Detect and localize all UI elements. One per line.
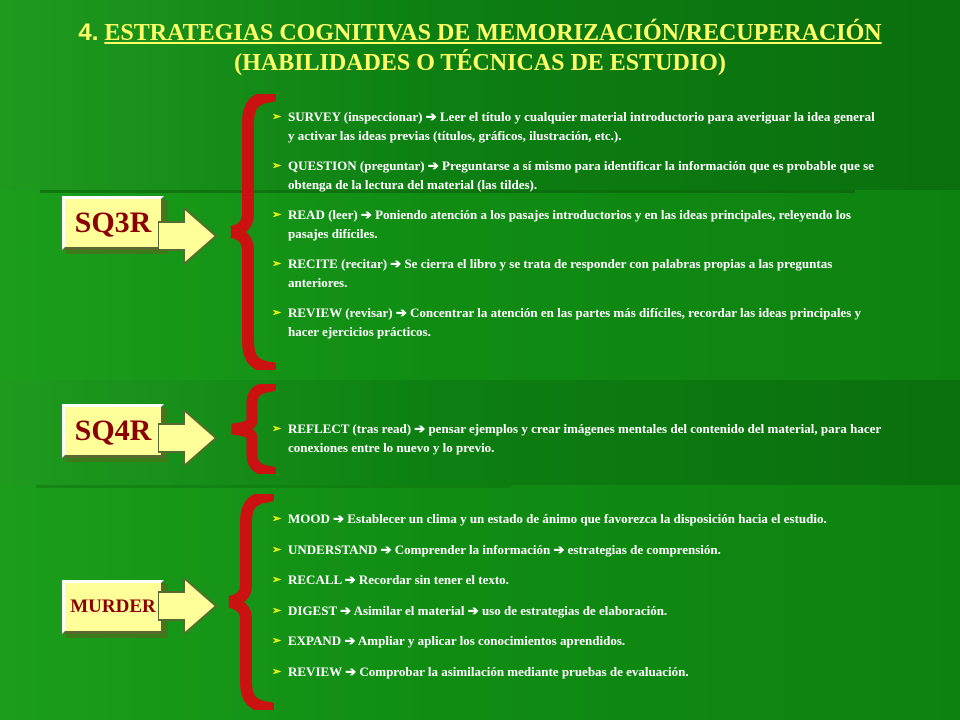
item-text: Comprender la información	[394, 541, 551, 557]
page-title	[0, 18, 960, 78]
item-text: Leer el título y cualquier material introductorio para averiguar la idea general y activar las ideas previas (títulos, gráficos, ilustración, etc.).	[288, 109, 875, 143]
item-text: Asimilar el material	[353, 602, 465, 618]
label-sq3r	[62, 196, 164, 250]
arrow-bullet-icon: ➢	[272, 635, 282, 647]
arrow-bullet-icon: ➢	[272, 574, 282, 586]
arrow-bullet-icon: ➢	[272, 307, 282, 319]
right-arrow-icon: ➔	[392, 305, 411, 320]
right-arrow-icon: ➔	[341, 572, 359, 587]
label-sq3r-text: SQ3R	[74, 206, 152, 239]
arrow-bullet-icon: ➢	[272, 604, 282, 617]
list-item	[272, 510, 882, 529]
arrow-bullet-icon: ➢	[272, 160, 282, 172]
item-head: RECITE (recitar)	[288, 256, 388, 271]
item-head: READ (leer)	[288, 207, 358, 222]
title-line-2: (HABILIDADES O TÉCNICAS DE ESTUDIO)	[234, 50, 726, 76]
item-head: UNDERSTAND	[288, 541, 378, 557]
block-arrow-icon	[158, 208, 218, 264]
item-head: EXPAND	[288, 633, 342, 648]
item-text: Recordar sin tener el texto.	[358, 572, 509, 587]
list-item	[272, 157, 882, 194]
item-head: REFLECT (tras read)	[288, 421, 412, 436]
curly-brace-icon	[228, 384, 276, 474]
title-number: 4.	[78, 19, 99, 46]
item-text: Poniendo atención a los pasajes introductorios y en las ideas principales, releyendo los pasajes difíciles.	[288, 207, 851, 241]
arrow-bullet-icon: ➢	[272, 258, 282, 270]
right-arrow-icon: ➔	[357, 207, 376, 222]
right-arrow-icon: ➔	[424, 158, 443, 173]
murder-list	[272, 510, 882, 693]
item-text: Establecer un clima y un estado de ánimo que favorezca la disposición hacia el estudio.	[347, 511, 827, 526]
list-item	[272, 255, 882, 292]
item-text: Se cierra el libro y se trata de responder con palabras propias a las preguntas anteriores.	[288, 256, 833, 290]
list-item	[272, 206, 882, 243]
right-arrow-icon: ➔	[387, 256, 405, 271]
list-item	[272, 663, 882, 682]
curly-brace-icon	[228, 94, 276, 370]
curly-brace-icon	[226, 494, 274, 710]
list-item	[272, 632, 882, 651]
item-head: DIGEST	[288, 602, 337, 618]
item-text: Ampliar y aplicar los conocimientos aprendidos.	[357, 633, 626, 648]
arrow-bullet-icon: ➢	[272, 111, 282, 123]
right-arrow-icon: ➔	[329, 511, 348, 526]
item-text: Preguntarse a sí mismo para identificar la información que es probable que se obtenga de la lectura del material (las tildes).	[288, 158, 874, 192]
block-arrow-icon	[158, 578, 218, 634]
right-arrow-icon: ➔	[464, 602, 482, 618]
label-sq4r-text: SQ4R	[74, 414, 152, 447]
arrow-bullet-icon: ➢	[272, 543, 282, 556]
list-item	[272, 541, 882, 560]
list-item	[272, 108, 882, 145]
item-text: Comprobar la asimilación mediante pruebas de evaluación.	[359, 663, 689, 679]
item-text: Concentrar la atención en las partes más difíciles, recordar las ideas principales y hacer ejercicios prácticos.	[288, 305, 862, 339]
arrow-bullet-icon: ➢	[272, 423, 282, 435]
right-arrow-icon: ➔	[336, 602, 354, 618]
label-murder	[62, 580, 164, 634]
item-head: MOOD	[288, 511, 330, 526]
label-murder-text: MURDER	[70, 596, 156, 617]
arrow-bullet-icon: ➢	[272, 513, 282, 525]
right-arrow-icon: ➔	[411, 421, 429, 436]
title-line-1: ESTRATEGIAS COGNITIVAS DE MEMORIZACIÓN/RECUPERACIÓN	[104, 20, 882, 46]
item-tail: estrategias de comprensión.	[567, 541, 721, 557]
right-arrow-icon: ➔	[341, 633, 358, 648]
label-sq4r	[62, 404, 164, 458]
sq3r-list	[272, 108, 882, 353]
item-tail: uso de estrategias de elaboración.	[481, 602, 668, 618]
item-text: pensar ejemplos y crear imágenes mentales del contenido del material, para hacer conexiones entre lo nuevo y lo previo.	[288, 421, 881, 455]
right-arrow-icon: ➔	[422, 109, 440, 124]
item-head: REVIEW (revisar)	[288, 305, 393, 320]
arrow-bullet-icon: ➢	[272, 209, 282, 221]
item-head: QUESTION (preguntar)	[288, 158, 425, 173]
item-head: SURVEY (inspeccionar)	[288, 109, 423, 124]
block-arrow-icon	[158, 410, 218, 466]
sq4r-list	[272, 420, 882, 469]
item-head: REVIEW	[288, 663, 342, 679]
item-head: RECALL	[288, 572, 342, 587]
arrow-bullet-icon: ➢	[272, 665, 282, 678]
list-item	[272, 420, 882, 457]
list-item	[272, 571, 882, 590]
right-arrow-icon: ➔	[341, 663, 360, 679]
right-arrow-icon: ➔	[377, 541, 395, 557]
list-item	[272, 602, 882, 621]
right-arrow-icon: ➔	[550, 541, 568, 557]
list-item	[272, 304, 882, 341]
